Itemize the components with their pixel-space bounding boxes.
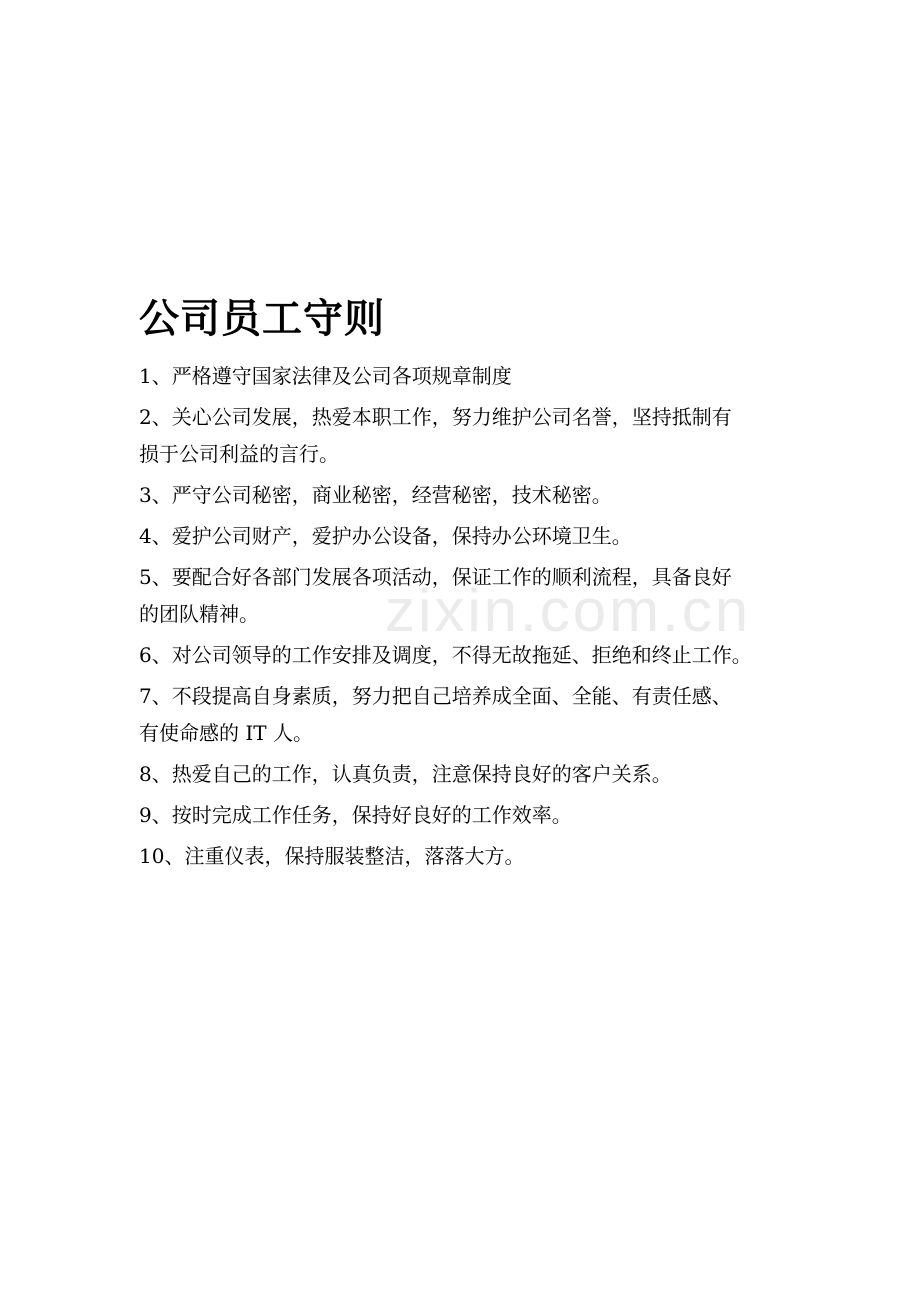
rule-item-1: 1、严格遵守国家法律及公司各项规章制度	[139, 364, 512, 388]
rule-item-9: 9、按时完成工作任务，保持好良好的工作效率。	[139, 803, 572, 827]
rule-item-7: 7、不段提高自身素质，努力把自己培养成全面、全能、有责任感、 有使命感的 IT 人。	[139, 684, 732, 745]
rules-list	[139, 358, 789, 875]
rule-item-4: 4、爱护公司财产，爱护办公设备，保持办公环境卫生。	[139, 524, 632, 548]
rule-item-2: 2、关心公司发展，热爱本职工作，努力维护公司名誉，坚持抵制有 损于公司利益的言行。	[139, 405, 732, 466]
rule-item-8: 8、热爱自己的工作，认真负责，注意保持良好的客户关系。	[139, 762, 672, 786]
page-title: 公司员工守则	[139, 296, 385, 342]
document-content	[139, 290, 789, 879]
rule-item-10: 10、注重仪表，保持服装整洁，落落大方。	[139, 844, 525, 868]
rule-item-5: 5、要配合好各部门发展各项活动，保证工作的顺利流程，具备良好 的团队精神。	[139, 565, 732, 626]
rule-item-6: 6、对公司领导的工作安排及调度，不得无故拖延、拒绝和终止工作。	[139, 643, 752, 667]
watermark-text: zixin.com.cn	[385, 577, 752, 644]
rule-item-3: 3、严守公司秘密，商业秘密，经营秘密，技术秘密。	[139, 483, 612, 507]
